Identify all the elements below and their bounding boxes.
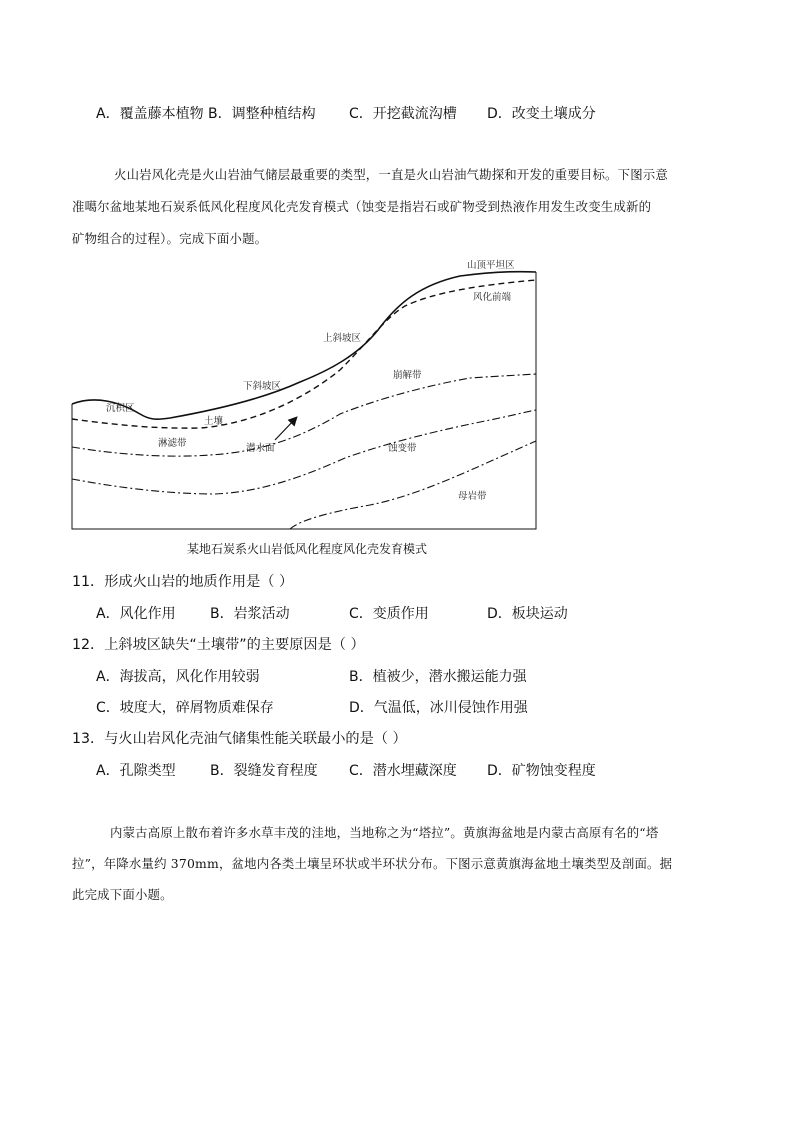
q10-option-d: D．改变土壤成分 — [487, 106, 596, 122]
alteration-zone-base-line — [72, 410, 536, 494]
label-soil: 土壤 — [204, 416, 224, 427]
passage1-line2: 准噶尔盆地某地石炭系低风化程度风化壳发育模式（蚀变是指岩石或矿物受到热液作用发生改变生成新的 — [72, 199, 652, 214]
label-collapse-zone: 崩解带 — [393, 370, 422, 381]
passage1-line1: 火山岩风化壳是火山岩油气储层最重要的类型，一直是火山岩油气勘探和开发的重要目标。下图示意 — [114, 167, 668, 182]
q13-option-b: B．裂缝发育程度 — [210, 763, 318, 779]
passage2-line3: 此完成下面小题。 — [72, 887, 173, 902]
q11-option-a: A．风化作用 — [96, 606, 176, 622]
q12-stem: 12．上斜坡区缺失“土壤带”的主要原因是（ ） — [72, 637, 365, 653]
q11-stem: 11．形成火山岩的地质作用是（ ） — [72, 574, 294, 590]
passage2-line2: 拉”，年降水量约 370mm，盆地内各类土壤呈环状或半环状分布。下图示意黄旗海盆地土壤类型及剖面。据 — [72, 856, 673, 871]
q10-option-b: B．调整种植结构 — [208, 106, 316, 122]
q10-option-a: A．覆盖藤本植物 — [96, 106, 204, 122]
ground-surface-line — [72, 272, 536, 420]
q11-option-b: B．岩浆活动 — [210, 606, 290, 622]
q13-option-d: D．矿物蚀变程度 — [487, 763, 596, 779]
label-leach-zone: 淋滤带 — [158, 438, 187, 449]
figure-caption: 某地石炭系火山岩低风化程度风化壳发育模式 — [187, 542, 428, 556]
label-parent-rock: 母岩带 — [458, 491, 487, 502]
label-lower-slope: 下斜坡区 — [243, 381, 282, 392]
q11-option-c: C．变质作用 — [349, 606, 429, 622]
label-water-table: 潜水面 — [246, 443, 275, 454]
label-weathering-front: 风化前端 — [473, 292, 512, 303]
q10-option-c: C．开挖截流沟槽 — [349, 106, 457, 122]
water-table-line — [72, 280, 536, 428]
q13-option-a: A．孔隙类型 — [96, 763, 176, 779]
q13-stem: 13．与火山岩风化壳油气储集性能关联最小的是（ ） — [72, 731, 407, 747]
label-alteration-zone: 蚀变带 — [388, 443, 417, 454]
q13-option-c: C．潜水埋藏深度 — [349, 763, 457, 779]
passage1-line3: 矿物组合的过程）。完成下面小题。 — [72, 231, 268, 246]
q12-option-a: A．海拔高，风化作用较弱 — [96, 669, 260, 685]
label-upper-slope: 上斜坡区 — [323, 333, 362, 344]
label-summit: 山顶平坦区 — [467, 260, 515, 271]
q12-option-b: B．植被少，潜水搬运能力强 — [349, 669, 527, 685]
q12-option-d: D．气温低，冰川侵蚀作用强 — [349, 700, 528, 716]
label-sediment-area: 沉积区 — [106, 403, 135, 414]
q12-option-c: C．坡度大，碎屑物质难保存 — [96, 700, 274, 716]
water-table-arrow — [275, 418, 296, 440]
passage2-line1: 内蒙古高原上散布着许多水草丰茂的洼地，当地称之为“塔拉”。黄旗海盆地是内蒙古高原有名的“塔 — [110, 825, 659, 840]
parent-rock-boundary-line — [290, 441, 536, 529]
weathering-crust-diagram — [0, 0, 794, 560]
q11-option-d: D．板块运动 — [487, 606, 568, 622]
